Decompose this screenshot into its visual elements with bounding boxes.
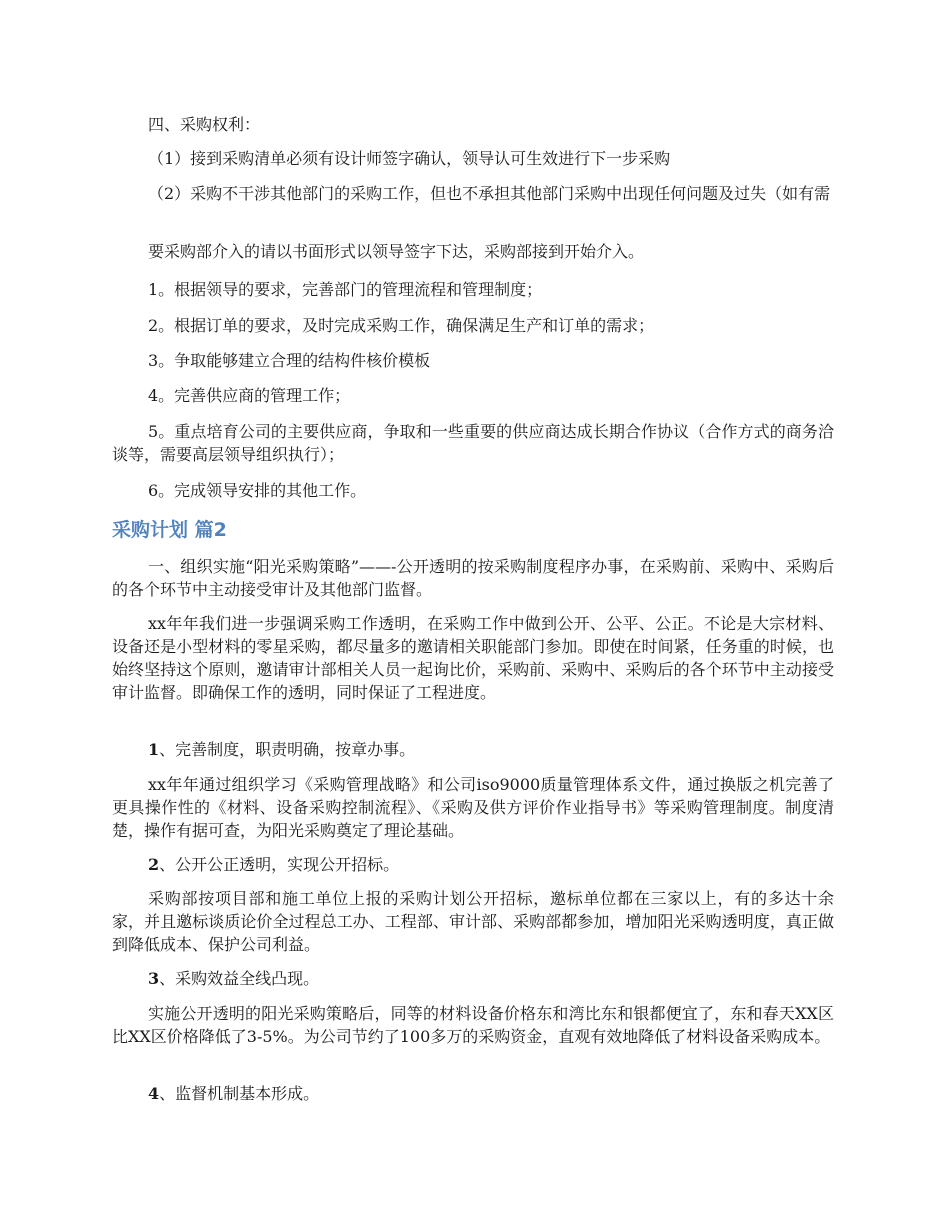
paragraph: （1）接到采购清单必须有设计师签字确认，领导认可生效进行下一步采购 [148,149,671,168]
subheading-text: 、完善制度，职责明确，按章办事。 [159,740,416,759]
subheading-number: 4 [148,1084,160,1103]
section-title: 四、采购权利： [148,115,261,134]
paragraph: 采购部按项目部和施工单位上报的采购计划公开招标，邀标单位都在三家以上，有的多达十余家，并且邀标谈质论价全过程总工办、工程部、审计部、采购部都参加，增加阳光采购透明度，真正做到降低成本、保护公司利益。 [112,889,834,954]
list-item: 6。完成领导安排的其他工作。 [148,481,367,500]
subheading [112,967,834,990]
subheading-text: 、采购效益全线凸现。 [159,969,320,988]
paragraph: 一、组织实施“阳光采购策略”——-公开透明的按采购制度程序办事，在采购前、采购中、采购后的各个环节中主动接受审计及其他部门监督。 [112,557,834,599]
subheading [112,738,834,761]
paragraph: 要采购部介入的请以书面形式以领导签字下达，采购部接到开始介入。 [148,242,645,261]
list-item: 3。争取能够建立合理的结构件核价模板 [148,351,431,370]
list-item: 4。完善供应商的管理工作； [148,386,351,405]
subheading-text: 、监督机制基本形成。 [159,1084,320,1103]
paragraph: 实施公开透明的阳光采购策略后，同等的材料设备价格东和湾比东和银都便宜了，东和春天XX区比XX区价格降低了3-5%。为公司节约了100多万的采购资金，直观有效地降低了材料设备采购成本。 [112,1004,834,1046]
list-item: 1。根据领导的要求，完善部门的管理流程和管理制度； [148,280,543,299]
subheading [112,1082,834,1105]
paragraph: xx年年我们进一步强调采购工作透明，在采购工作中做到公开、公平、公正。不论是大宗材料、设备还是小型材料的零星采购，都尽量多的邀请相关职能部门参加。即使在时间紧，任务重的时候，也始终坚持这个原则，邀请审计部相关人员一起询比价，采购前、采购中、采购后的各个环节中主动接受审计监督。即确保工作的透明，同时保证了工程进度。 [112,614,834,702]
subheading-number: 1 [148,740,160,759]
list-item: 5。重点培育公司的主要供应商，争取和一些重要的供应商达成长期合作协议（合作方式的商务洽谈等，需要高层领导组织执行）； [112,422,834,464]
subheading-number: 3 [148,969,160,988]
paragraph: （2）采购不干涉其他部门的采购工作，但也不承担其他部门采购中出现任何问题及过失（如有需 [148,184,831,203]
list-item: 2。根据订单的要求，及时完成采购工作，确保满足生产和订单的需求； [148,316,655,335]
section-heading: 采购计划 篇2 [112,519,227,541]
paragraph: xx年年通过组织学习《采购管理战略》和公司iso9000质量管理体系文件，通过换版之机完善了更具操作性的《材料、设备采购控制流程》、《采购及供方评价作业指导书》等采购管理制度。制度清楚，操作有据可查，为阳光采购奠定了理论基础。 [112,775,834,840]
subheading [112,853,834,876]
subheading-number: 2 [148,855,160,874]
subheading-text: 、公开公正透明，实现公开招标。 [159,855,400,874]
